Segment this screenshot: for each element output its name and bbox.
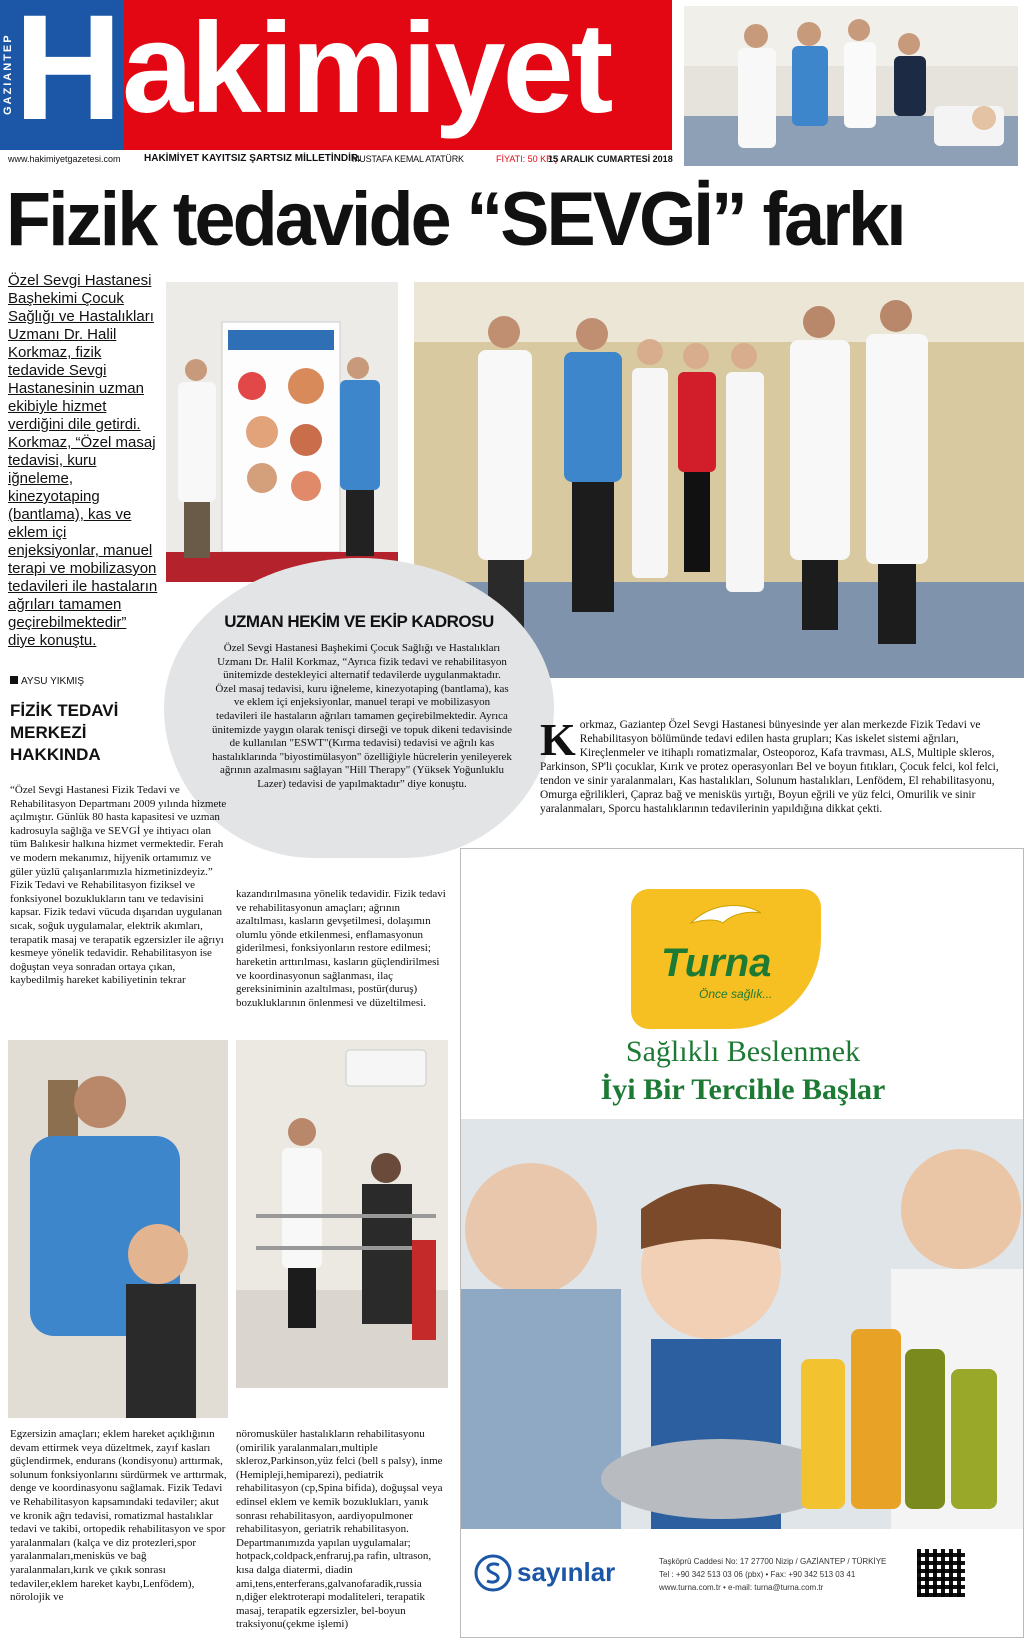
city-label: GAZIANTEP (2, 33, 14, 115)
logo-h-letter: H (14, 0, 123, 151)
doctor-right (340, 357, 380, 556)
ad-headline-2: İyi Bir Tercihle Başlar (600, 1073, 886, 1106)
article-column-a: “Özel Sevgi Hastanesi Fizik Tedavi ve Rehabilitasyon Departmanı 2009 yılında hizmete açılmıştır. Günlük 80 hasta kapasitesi ve uzman kadrosuyla sağlığa ve SEVGİ ye ihtiyacı olan tüm Balıkesir halkına hizmet vermektedir. Ferah ve modern mekanımız, hijyenik ortamımız ve güler yüzlü çalışanlarımızla hizmetinizdeyiz.” Fizik Tedavi ve Rehabilitasyon fiziksel ve fonksiyonel bozuklukların tanı ve tedavisini kapsar. Fizik tedavi vücuda dışarıdan uygulanan sıcak, soğuk uygulamalar, elektrik akımları, terapatik masaj ve terapatik egzersizler ile ağrıyı kesmeye yönelik tedavidir. Rehabilitasyon ise doğuştan veya sonradan ortaya çıkan, kaybedilmiş hareket kabiliyetinin tekrar (10, 784, 227, 987)
ad-brand-name: Turna (661, 941, 772, 985)
ad-headline-1: Sağlıklı Beslenmek (625, 1035, 861, 1068)
section-subtitle: FİZİK TEDAVİ MERKEZİ HAKKINDA (10, 701, 119, 764)
sayinlar-logo-icon (473, 1553, 513, 1593)
doctor-figure (282, 1118, 322, 1328)
crane-bird-icon (691, 906, 761, 923)
child-figure (126, 1224, 196, 1418)
ad-family-cooking-photo (461, 1119, 1024, 1529)
sayinlar-company: sayınlar (517, 1557, 616, 1587)
oil-bottle-1 (801, 1359, 845, 1509)
ad-footer (461, 1529, 1024, 1638)
top-photo (684, 6, 1018, 166)
oil-bottle-3 (905, 1349, 945, 1509)
author-byline: AYSU YIKMIŞ (10, 676, 160, 687)
lead-paragraph (8, 272, 158, 650)
oil-bottle-2 (851, 1329, 901, 1509)
drop-cap: K (540, 714, 576, 765)
ad-address-line-3[interactable]: www.turna.com.tr • e-mail: turna@turna.com.tr (659, 1583, 824, 1592)
website-link[interactable]: www.hakimiyetgazetesi.com (8, 154, 121, 164)
team-member-3 (632, 339, 668, 578)
oil-bottle-4 (951, 1369, 997, 1509)
qr-code-icon[interactable] (917, 1549, 965, 1597)
price: FİYATI: 50 KRŞ (496, 154, 559, 164)
turna-advertisement[interactable] (460, 848, 1024, 1638)
page-headline: Fizik tedavide “SEVGİ” farkı (6, 177, 904, 262)
specialist-team-body: Özel Sevgi Hastanesi Başhekimi Çocuk Sağlığı ve Hastalıkları Uzmanı Dr. Halil Korkmaz, “Ayrıca fizik tedavi ve rehabilitasyon ünitemizde destekleyici alternatif tedavilerde uygulanmaktadır. Özel masaj tedavisi, kuru iğneleme, kinezyotaping (bantlama), kas ve eklem içi enjeksiyonlar, manuel terapi ve mobilizasyon tedavileri ile hastaların ağrıları tamamen geçirebilmektedir. Ayrıca ünitemizde yaygın olarak tenisçi dirseği ve topuk dikeni tedavisinde de kullanılan "ESWT"(Kırma tedavisi) tedavisi ve ağrılı kas hastalıklarında "biyostimülasyon" özelliğiyle hücrelerin yenileyerek ağrının azalmasını sağlayan "Hill Therapy" (Yüksek Yoğunluklu Lazer) tedavisi de yapılmaktadır” diye konuştu. (212, 642, 512, 790)
masthead-banner (0, 0, 672, 150)
article-column-b: kazandırılmasına yönelik tedavidir. Fizik tedavi ve rehabilitasyonun amaçları; ağrının azaltılması, kasların gevşetilmesi, dolaşımın olumlu yönde etkilenmesi, enflamasyonun giderilmesi, fonksiyonların restore edilmesi; hareketin arttırılması, kasların güçlendirilmesi ve koordinasyonun sağlanması, ilaç gereksiniminin azaltılması, postür(duruş) bozukluklarının önlenmesi ve düzeltilmesi. (236, 888, 446, 1009)
lead-text: Özel Sevgi Hastanesi Başhekimi Çocuk Sağlığı ve Hastalıkları Uzmanı Dr. Halil Korkmaz, fizik tedavide Sevgi Hastanesinin uzman ekibiyle hizmet verdiğini dile getirdi. Korkmaz, “Özel masaj tedavisi, kuru iğneleme, kinezyotaping (bantlama), kas ve eklem içi enjeksiyonlar, manuel terapi ve mobilizasyon tedavileri ile hastaların ağrıları tamamen geçirebilmektedir” diye konuştu. (8, 272, 158, 649)
motto-author: MUSTAFA KEMAL ATATÜRK (352, 154, 464, 164)
ad-address-line-1: Taşköprü Caddesi No: 17 27700 Nizip / GAZİANTEP / TÜRKİYE (659, 1557, 887, 1566)
team-member-2 (564, 318, 622, 612)
article-column-c: Egzersizin amaçları; eklem hareket açıklığının devam ettirmek veya düzeltmek, zayıf kasları güçlendirmek, endurans (kondisyonu) arttırmak, solunum fonksiyonlarını sürdürmek ve arttırmak, denge ve koordinasyonu sağlamak. Fizik Tedavi ve Rehabilitasyon kapsamındaki tedaviler; akut ve kronik ağrı tedavisi, romatizmal hastalıklar tedavi ve takibi, ortopedik rehabilitasyon ve spor yaralanmaları (kalça ve diz protezleri,spor yaralanmaları,menisküs ve bağ yaralanmaları,kırık ve çıkık sonrası tedaviler,eklem hareket kaybı,Lenfödem), nörolojik ve (10, 1428, 227, 1604)
physio-unit-photo (166, 282, 398, 582)
korkmaz-paragraph-box (540, 714, 1024, 818)
article-column-d: nöromusküler hastalıkların rehabilitasyonu (omirilik yaralanmaları,multiple skleroz,Parkinson,yüz felci (bell s palsy), inme (Hemipleji,hemiparezi), pediatrik rehabilitasyon (cp,Spina bifida), doğuşsal veya edinsel eklem ve kemik bozuklukları, yanık sonrası rehabilitasyon, aardiyopulmoner rehabilitasyon, geriatrik rehabilitasyon. Departmanımızda yapılan uygulamalar; hotpack,coldpack,enfraruj,pa rafin, ultrason, kısa dalga diatermi, diadin ami,tens,enterferans,galvanofaradik,russia n,diğer elektroterapi modaliteleri, terapatik masaj, terapatik egzersizler, bel-boyun traksiyonu(çekme işlemi) (236, 1428, 443, 1631)
info-bar (8, 150, 672, 168)
motto: HAKİMİYET KAYITSIZ ŞARTSIZ MİLLETİNDİR. (144, 153, 361, 164)
ad-slogan: Önce sağlık... (699, 987, 773, 1001)
specialist-team-title: UZMAN HEKİM VE EKİP KADROSU (224, 612, 494, 631)
ad-address-block (659, 1555, 899, 1594)
team-member-5 (726, 343, 764, 592)
rehab-walkway-photo (236, 1040, 448, 1388)
therapist-child-photo (8, 1040, 228, 1418)
issue-date: 15 ARALIK CUMARTESİ 2018 (548, 154, 673, 164)
logo-text: akimiyet (122, 0, 611, 140)
korkmaz-text: orkmaz, Gaziantep Özel Sevgi Hastanesi bünyesinde yer alan merkezde Fizik Tedavi ve Rehabilitasyon bölümünde tedavi edilen hasta grupları; Kas iskelet sistemi ağrıları, Kireçlenmeler ve itihaplı romatizmalar, Osteoporoz, Kafa travması, ALS, Multiple skleros, Parkinson, SP'li çocuklar, Kırık ve protez operasyonları Bel ve boyun fıtıkları, Çocuk felci, kol felci, tendon ve sinir yaralanmaları, Kas hastalıkları, Solunum hastalıkları, Lenfödem, El rehabilitasyonu, Omurga eğrilikleri, Çapraz bağ ve menisküs yırtığı, Boyun eğrili ve yüz felci, Omurilik ve sinir yaralanmaları, Sporcu hastalıklarının tedavilerinin yapıldığına dikkat çekti. (540, 719, 999, 815)
ad-address-line-2: Tel : +90 342 513 03 06 (pbx) • Fax: +90 342 513 03 41 (659, 1570, 856, 1579)
